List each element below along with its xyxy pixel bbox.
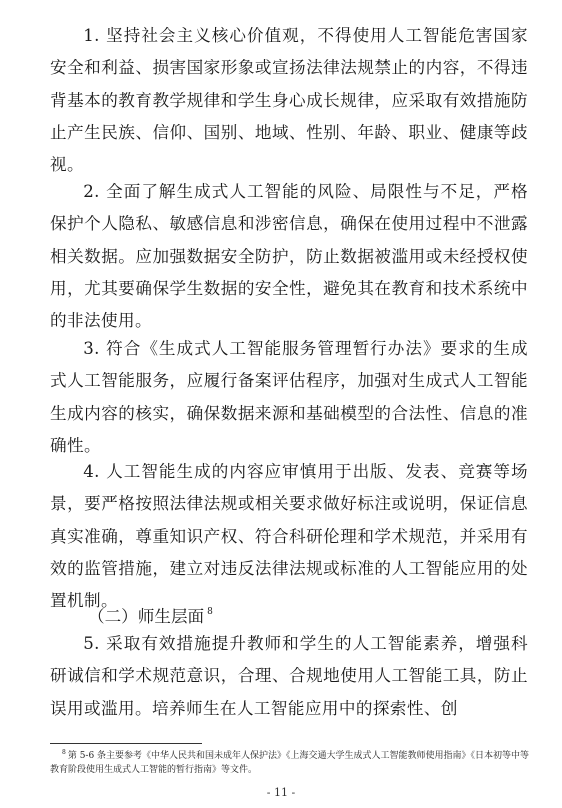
section-heading-text: （二）师生层面 [88,607,205,626]
footnote-text: 第 5-6 条主要参考《中华人民共和国未成年人保护法》《上海交通大学生成式人工智能教师使用指南》《日本初等中等教育阶段使用生成式人工智能的暂行指南》等文件。 [50,751,530,775]
paragraph-4: 4. 人工智能生成的内容应审慎用于出版、发表、竞赛等场景，要严格按照法律法规或相关要求做好标注或说明，保证信息真实准确，尊重知识产权、符合科研伦理和学术规范，并采用有效的监管措施，建立对违反法律法规或标准的人工智能应用的处置机制。 [50,462,528,611]
footnote-marker: 8 [62,749,66,756]
footnote-reference: 8 [207,607,213,617]
paragraph-1: 1. 坚持社会主义核心价值观，不得使用人工智能危害国家安全和利益、损害国家形象或宣扬法律法规禁止的内容，不得违背基本的教育教学规律和学生身心成长规律，应采取有效措施防止产生民族、信仰、国别、地域、性别、年龄、职业、健康等歧视。 [50,26,528,175]
footnote-divider [50,743,202,744]
page-number: - 11 - [266,786,296,799]
paragraph-2: 2. 全面了解生成式人工智能的风险、局限性与不足，严格保护个人隐私、敏感信息和涉密信息，确保在使用过程中不泄露相关数据。应加强数据安全防护，防止数据被滥用或未经授权使用，尤其要确保学生数据的安全性，避免其在教育和技术系统中的非法使用。 [50,182,528,331]
paragraph-3: 3. 符合《生成式人工智能服务管理暂行办法》要求的生成式人工智能服务，应履行备案评估程序，加强对生成式人工智能生成内容的核实，确保数据来源和基础模型的合法性、信息的准确性。 [50,339,528,455]
paragraph-5: 5. 采取有效措施提升教师和学生的人工智能素养，增强科研诚信和学术规范意识，合理、合规地使用人工智能工具，防止误用或滥用。培养师生在人工智能应用中的探索性、创 [50,634,528,718]
footnote [50,746,530,777]
